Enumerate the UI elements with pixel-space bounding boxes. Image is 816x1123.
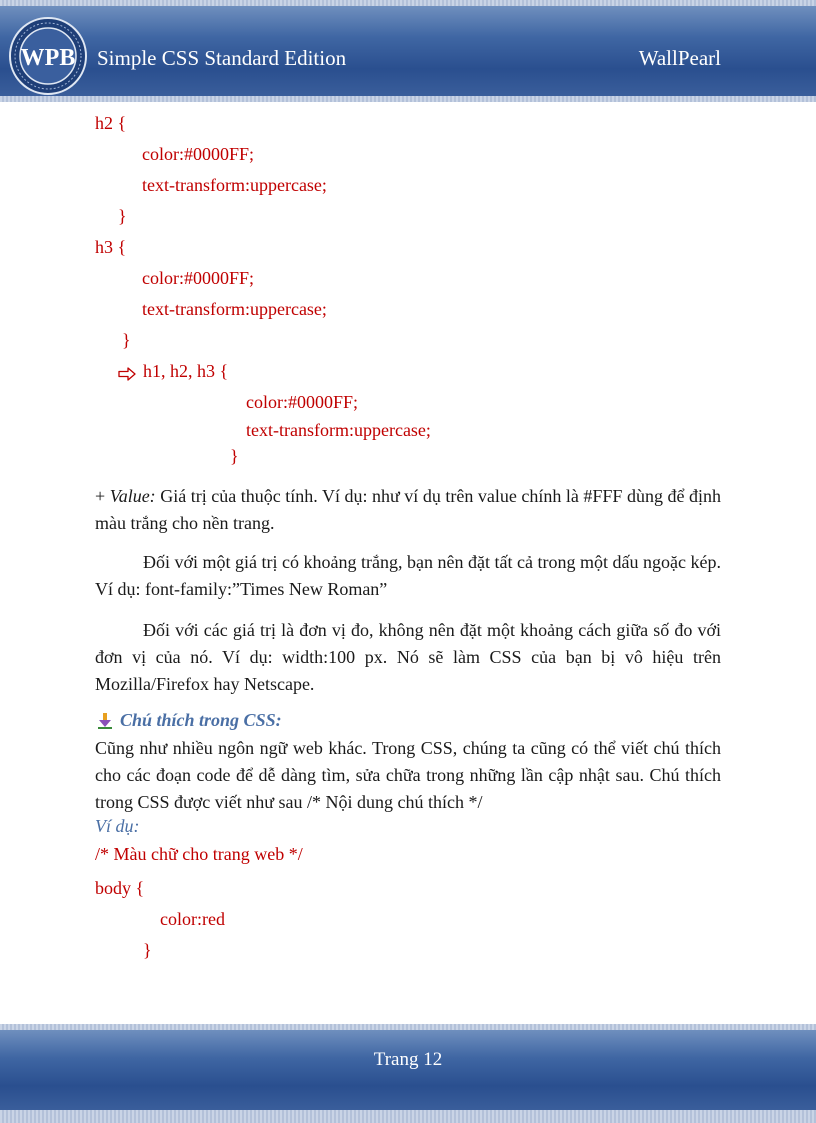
example-label: Ví dụ: [95,816,140,836]
comment-paragraph: Cũng như nhiều ngôn ngữ web khác. Trong CSS, chúng ta cũng có thể viết chú thích cho các đoạn code để dễ dàng tìm, sửa chữa trong những lần cập nhật sau. Chú thích trong CSS được viết như sau /* Nội dung chú thích */ [95,738,721,812]
code-line: color:#0000FF; [246,392,359,412]
code-line: body { [95,878,145,898]
arrow-right-icon [118,367,136,381]
page-header [0,6,816,96]
code-line: h2 { [95,113,127,133]
value-text: Giá trị của thuộc tính. Ví dụ: như ví dụ trên value chính là #FFF dùng để định màu trắng cho nền trang. [95,486,722,533]
code-line: text-transform:uppercase; [246,420,431,440]
code-line: } [122,330,131,350]
paragraph-unit-values: Đối với các giá trị là đơn vị đo, không nên đặt một khoảng cách giữa số đo với đơn vị của nó. Ví dụ: width:100 px. Nó sẽ làm CSS của bạn bị vô hiệu trên Mozilla/Firefox hay Netscape. [95,620,721,694]
code-line: } [143,940,152,960]
code-line: color:#0000FF; [142,144,255,164]
document-title: Simple CSS Standard Edition [97,46,347,70]
page-number: Trang 12 [373,1049,443,1070]
value-prefix: + [95,486,110,506]
footer-edge-bottom [0,1110,816,1123]
wpb-logo-icon [8,16,88,96]
code-line: text-transform:uppercase; [142,175,327,195]
value-paragraph [95,483,721,537]
code-line: text-transform:uppercase; [142,299,327,319]
code-line: h3 { [95,237,127,257]
brand-name: WallPearl [638,46,721,70]
code-line: color:red [160,909,225,929]
section-heading: Chú thích trong CSS: [120,710,282,730]
code-line: color:#0000FF; [142,268,255,288]
code-line: } [230,446,239,466]
code-line: h1, h2, h3 { [143,361,229,381]
svg-text:WPB: WPB [20,45,76,71]
value-term: Value: [109,486,156,506]
code-line: /* Màu chữ cho trang web */ [95,844,303,864]
header-edge-bottom [0,96,816,102]
code-line: } [118,206,127,226]
paragraph-space-values: Đối với một giá trị có khoảng trắng, bạn nên đặt tất cả trong một dấu ngoặc kép. Ví dụ: font-family:”Times New Roman” [95,552,721,599]
bullet-arrow-icon [96,712,114,730]
